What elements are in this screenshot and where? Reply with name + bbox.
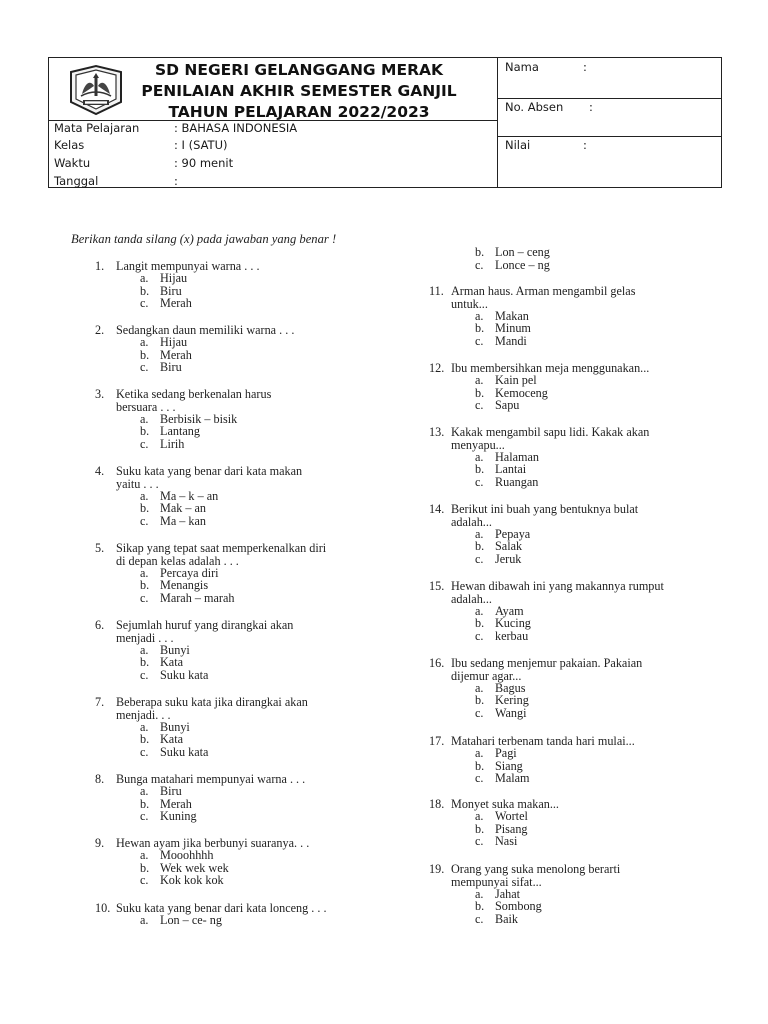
question-number: 13.	[429, 425, 445, 439]
option-letter: c.	[475, 334, 484, 349]
question-number: 15.	[429, 579, 445, 593]
question-text: yaitu . . .	[116, 476, 159, 491]
option-letter: a.	[475, 449, 484, 464]
option-text: Kemoceng	[495, 385, 548, 400]
option-letter: b.	[475, 245, 485, 259]
option-text: kerbau	[495, 629, 529, 644]
option-letter: b.	[475, 385, 485, 400]
question-number: 19.	[429, 862, 445, 876]
option-text: Wangi	[495, 706, 527, 721]
option-text: Lantai	[495, 462, 527, 477]
option-letter: b.	[475, 693, 485, 708]
option-text: Suku kata	[160, 745, 209, 760]
question-number: 4.	[95, 464, 105, 478]
option-letter: a.	[475, 745, 484, 760]
option-text: Kuning	[160, 809, 197, 824]
absence-number-field[interactable]	[505, 99, 593, 115]
option-text: Merah	[160, 796, 192, 811]
table-divider-horizontal	[497, 136, 721, 137]
info-value: : 90 menit	[174, 156, 234, 170]
option-text: Merah	[160, 347, 192, 362]
option-letter: a.	[140, 847, 149, 862]
question-text: bersuara . . .	[116, 399, 176, 414]
question-text: adalah...	[451, 514, 492, 529]
option-letter: b.	[475, 616, 485, 631]
option-letter: c.	[140, 514, 149, 529]
option-letter: a.	[475, 808, 484, 823]
option-text: Makan	[495, 308, 529, 323]
info-label: Mata Pelajaran	[54, 121, 140, 135]
question-text: adalah...	[451, 591, 492, 606]
option-letter: c.	[475, 834, 484, 849]
option-letter: a.	[140, 488, 149, 503]
question-number: 6.	[95, 618, 105, 632]
option-letter: c.	[140, 591, 149, 606]
option-letter: a.	[140, 783, 149, 798]
option-letter: b.	[475, 899, 485, 914]
option-text: Sapu	[495, 398, 520, 413]
school-heading	[134, 60, 464, 123]
field-label: No. Absen	[505, 100, 564, 114]
option-text: Nasi	[495, 834, 518, 849]
question-text: Orang yang suka menolong berarti	[451, 862, 621, 876]
option-text: Pisang	[495, 821, 528, 836]
option-letter: b.	[140, 501, 150, 516]
question-text: dijemur agar...	[451, 668, 522, 683]
question-number: 9.	[95, 836, 105, 850]
question-text: Sejumlah huruf yang dirangkai akan	[116, 618, 294, 632]
question-number: 14.	[429, 502, 445, 516]
question-number: 12.	[429, 361, 445, 375]
option-text: Merah	[160, 296, 192, 311]
exam-title: PENILAIAN AKHIR SEMESTER GANJIL	[141, 82, 457, 100]
option-text: Menangis	[160, 578, 209, 593]
info-label: Kelas	[54, 138, 85, 152]
question-text: mempunyai sifat...	[451, 874, 542, 889]
option-letter: a.	[140, 270, 149, 285]
option-letter: b.	[475, 321, 485, 336]
option-letter: b.	[140, 796, 150, 811]
option-text: Biru	[160, 783, 182, 798]
option-letter: b.	[140, 283, 150, 298]
option-letter: a.	[475, 603, 484, 618]
option-text: Lonce – ng	[495, 257, 550, 272]
question-text: Matahari terbenam tanda hari mulai...	[451, 734, 635, 748]
option-text: Pagi	[495, 745, 517, 760]
option-letter: b.	[140, 732, 150, 747]
option-letter: b.	[140, 424, 150, 439]
field-colon: :	[583, 60, 587, 74]
question-text: menjadi . . .	[116, 630, 174, 645]
option-text: Percaya diri	[160, 565, 219, 580]
option-letter: b.	[140, 347, 150, 362]
option-text: Halaman	[495, 449, 539, 464]
option-text: Baik	[495, 912, 519, 927]
question-text: Langit mempunyai warna . . .	[116, 259, 260, 273]
option-letter: c.	[475, 475, 484, 490]
option-letter: a.	[140, 642, 149, 657]
info-label: Waktu	[54, 156, 91, 170]
option-letter: a.	[140, 565, 149, 580]
option-text: Bunyi	[160, 642, 190, 657]
option-letter: c.	[140, 873, 149, 888]
option-letter: c.	[475, 552, 484, 567]
question-text: di depan kelas adalah . . .	[116, 553, 239, 568]
option-letter: a.	[475, 680, 484, 695]
option-letter: c.	[475, 398, 484, 413]
option-letter: c.	[140, 437, 149, 452]
question-text: Ibu sedang menjemur pakaian. Pakaian	[451, 656, 643, 670]
option-letter: c.	[140, 360, 149, 375]
option-text: Wortel	[495, 808, 528, 823]
option-letter: a.	[140, 719, 149, 734]
question-number: 2.	[95, 323, 105, 337]
option-letter: b.	[140, 655, 150, 670]
option-letter: a.	[475, 526, 484, 541]
info-value: : BAHASA INDONESIA	[174, 121, 298, 135]
question-text: Sikap yang tepat saat memperkenalkan diri	[116, 541, 327, 555]
question-number: 7.	[95, 695, 105, 709]
option-letter: c.	[140, 809, 149, 824]
option-letter: b.	[475, 462, 485, 477]
option-letter: b.	[475, 539, 485, 554]
question-text: untuk...	[451, 296, 488, 311]
option-letter: a.	[140, 334, 149, 349]
question-text: Hewan dibawah ini yang makannya rumput	[451, 579, 664, 593]
question-number: 16.	[429, 656, 445, 670]
field-label: Nama	[505, 60, 539, 74]
option-text: Siang	[495, 758, 523, 773]
option-text: Lantang	[160, 424, 200, 439]
option-letter: c.	[475, 771, 484, 786]
question-text: Ketika sedang berkenalan harus	[116, 387, 272, 401]
option-text: Kata	[160, 732, 184, 747]
school-year: TAHUN PELAJARAN 2022/2023	[168, 103, 430, 121]
option-text: Hijau	[160, 334, 188, 349]
question-text: Hewan ayam jika berbunyi suaranya. . .	[116, 836, 310, 850]
table-divider-vertical	[497, 58, 498, 187]
instruction-text: Berikan tanda silang (x) pada jawaban yang benar !	[71, 232, 337, 246]
question-text: Sedangkan daun memiliki warna . . .	[116, 323, 295, 337]
option-letter: c.	[475, 257, 484, 272]
option-text: Kucing	[495, 616, 531, 631]
option-text: Berbisik – bisik	[160, 411, 238, 426]
option-text: Minum	[495, 321, 531, 336]
question-text: menyapu...	[451, 437, 505, 452]
option-text: Biru	[160, 360, 182, 375]
option-text: Hijau	[160, 270, 188, 285]
question-text: Suku kata yang benar dari kata makan	[116, 464, 303, 478]
question-number: 8.	[95, 772, 105, 786]
option-text: Sombong	[495, 899, 542, 914]
option-letter: c.	[475, 912, 484, 927]
option-text: Suku kata	[160, 668, 209, 683]
option-letter: c.	[140, 745, 149, 760]
option-text: Lon – ceng	[495, 245, 550, 259]
question-number: 5.	[95, 541, 105, 555]
option-text: Jeruk	[495, 552, 522, 567]
option-text: Ma – kan	[160, 514, 207, 529]
option-letter: b.	[475, 758, 485, 773]
option-text: Ma – k – an	[160, 488, 219, 503]
exam-header-table	[48, 57, 722, 188]
question-number: 11.	[429, 284, 444, 298]
option-letter: c.	[140, 296, 149, 311]
option-letter: a.	[475, 886, 484, 901]
field-colon: :	[583, 138, 587, 152]
option-letter: a.	[140, 411, 149, 426]
option-text: Mooohhhh	[160, 847, 214, 862]
option-text: Jahat	[495, 886, 521, 901]
question-text: Berikut ini buah yang bentuknya bulat	[451, 502, 639, 516]
option-text: Biru	[160, 283, 182, 298]
option-text: Bagus	[495, 680, 526, 695]
option-text: Pepaya	[495, 526, 531, 541]
option-letter: b.	[140, 578, 150, 593]
school-name: SD NEGERI GELANGGANG MERAK	[154, 61, 444, 79]
option-text: Lon – ce- ng	[160, 912, 222, 927]
field-colon: :	[589, 100, 593, 114]
option-text: Bunyi	[160, 719, 190, 734]
option-letter: a.	[475, 308, 484, 323]
option-text: Marah – marah	[160, 591, 235, 606]
option-letter: c.	[475, 629, 484, 644]
question-text: Kakak mengambil sapu lidi. Kakak akan	[451, 425, 650, 439]
name-field[interactable]	[505, 59, 587, 75]
option-text: Kering	[495, 693, 529, 708]
option-letter: a.	[140, 912, 149, 927]
info-label: Tanggal	[54, 174, 99, 188]
option-text: Lirih	[160, 437, 185, 452]
info-value: :	[174, 174, 178, 188]
option-letter: c.	[140, 668, 149, 683]
option-text: Mak – an	[160, 501, 207, 516]
school-logo	[67, 64, 125, 116]
option-text: Kata	[160, 655, 184, 670]
option-text: Kain pel	[495, 372, 537, 387]
field-label: Nilai	[505, 138, 531, 152]
question-text: Arman haus. Arman mengambil gelas	[451, 284, 636, 298]
option-text: Salak	[495, 539, 523, 554]
question-text: menjadi. . .	[116, 707, 171, 722]
option-text: Mandi	[495, 334, 527, 349]
question-number: 18.	[429, 797, 445, 811]
question-text: Bunga matahari mempunyai warna . . .	[116, 772, 306, 786]
question-number: 17.	[429, 734, 445, 748]
question-number: 3.	[95, 387, 105, 401]
question-text: Suku kata yang benar dari kata lonceng . . .	[116, 901, 327, 915]
info-value: : I (SATU)	[174, 138, 228, 152]
option-text: Ruangan	[495, 475, 539, 490]
option-letter: a.	[475, 372, 484, 387]
question-number: 10.	[95, 901, 111, 915]
score-field[interactable]	[505, 137, 587, 153]
option-text: Kok kok kok	[160, 873, 224, 888]
option-text: Wek wek wek	[160, 860, 229, 875]
question-number: 1.	[95, 259, 105, 273]
option-text: Ayam	[495, 603, 524, 618]
question-text: Beberapa suku kata jika dirangkai akan	[116, 695, 308, 709]
option-text: Malam	[495, 771, 530, 786]
option-letter: b.	[475, 821, 485, 836]
option-letter: c.	[475, 706, 484, 721]
question-text: Ibu membersihkan meja menggunakan...	[451, 361, 650, 375]
option-letter: b.	[140, 860, 150, 875]
question-text: Monyet suka makan...	[451, 797, 559, 811]
